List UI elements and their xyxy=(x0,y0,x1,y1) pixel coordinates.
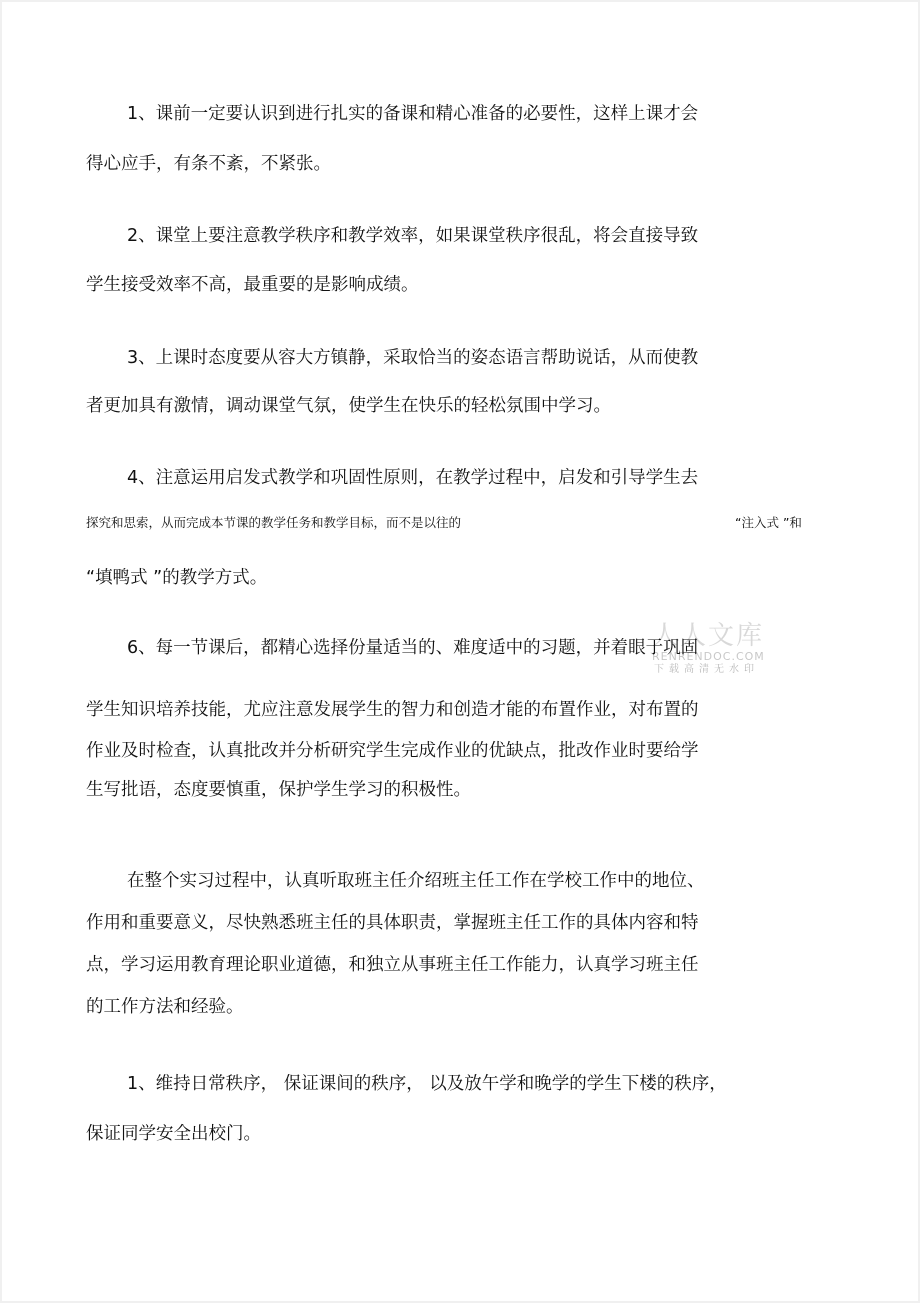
paragraph-6-line-3: 点，学习运用教育理论职业道德，和独立从事班主任工作能力，认真学习班主任 xyxy=(86,955,699,975)
paragraph-4-line-1: 4、注意运用启发式教学和巩固性原则，在教学过程中，启发和引导学生去 xyxy=(127,468,699,488)
paragraph-6-line-1: 在整个实习过程中，认真听取班主任介绍班主任工作在学校工作中的地位、 xyxy=(127,871,705,891)
paragraph-1-line-2: 得心应手，有条不紊，不紧张。 xyxy=(86,154,331,174)
paragraph-2-line-2: 学生接受效率不高，最重要的是影响成绩。 xyxy=(86,275,419,295)
paragraph-2-line-1: 2、课堂上要注意教学秩序和教学效率，如果课堂秩序很乱，将会直接导致 xyxy=(127,226,699,246)
paragraph-5-line-1: 6、每一节课后，都精心选择份量适当的、难度适中的习题，并着眼于巩固 xyxy=(127,638,699,658)
paragraph-7-line-2: 保证同学安全出校门。 xyxy=(86,1124,261,1144)
paragraph-5-line-3: 作业及时检查，认真批改并分析研究学生完成作业的优缺点，批改作业时要给学 xyxy=(86,741,699,761)
document-page xyxy=(2,2,918,1301)
paragraph-4-line-3: “填鸭式 ”的教学方式。 xyxy=(86,568,268,588)
paragraph-3-line-1: 3、上课时态度要从容大方镇静，采取恰当的姿态语言帮助说话，从而使教 xyxy=(127,348,699,368)
watermark-url: RENRENDOC.COM xyxy=(652,650,765,663)
paragraph-1-line-1: 1、课前一定要认识到进行扎实的备课和精心准备的必要性，这样上课才会 xyxy=(127,104,699,124)
paragraph-7-line-1: 1、维持日常秩序， 保证课间的秩序， 以及放午学和晚学的学生下楼的秩序， xyxy=(127,1074,727,1094)
watermark-title: 人人文库 xyxy=(652,621,765,651)
paragraph-4-line-2: 探究和思索，从而完成本节课的教学任务和教学目标，而不是以往的 xyxy=(86,515,462,530)
paragraph-5-line-4: 生写批语，态度要慎重，保护学生学习的积极性。 xyxy=(86,780,471,800)
paragraph-4-line-2-tail: “注入式 ”和 xyxy=(735,515,802,530)
paragraph-6-line-2: 作用和重要意义，尽快熟悉班主任的具体职责，掌握班主任工作的具体内容和特 xyxy=(86,913,699,933)
paragraph-3-line-2: 者更加具有激情，调动课堂气氛，使学生在快乐的轻松氛围中学习。 xyxy=(86,396,611,416)
paragraph-6-line-4: 的工作方法和经验。 xyxy=(86,997,244,1017)
watermark-subtitle: 下载高清无水印 xyxy=(654,664,759,675)
paragraph-5-line-2: 学生知识培养技能，尤应注意发展学生的智力和创造才能的布置作业，对布置的 xyxy=(86,700,699,720)
